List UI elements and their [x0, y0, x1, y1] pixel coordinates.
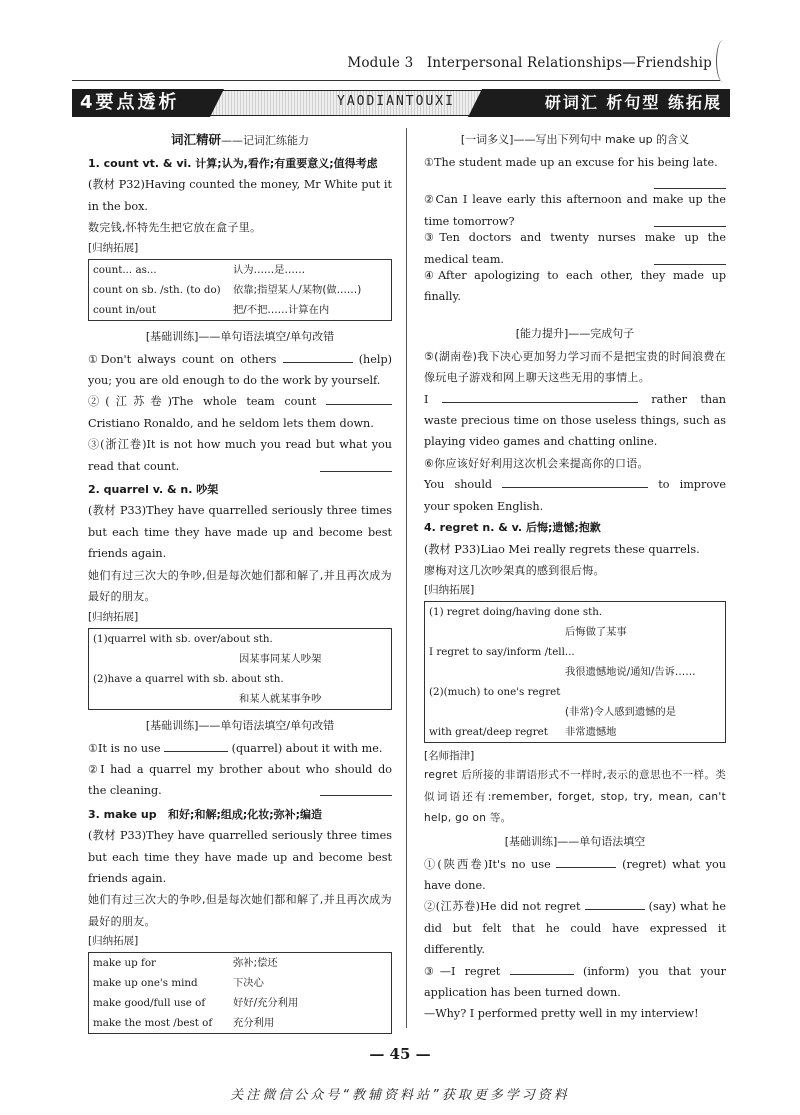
- quarrel-q2: ②I had a quarrel my brother about who should do the cleaning.: [88, 762, 392, 798]
- entry-makeup-head: 3. make up 和好;和解;组成;化妆;弥补;编造: [88, 807, 323, 821]
- polysemy-3: ③Ten doctors and twenty nurses make up the medical team.: [424, 231, 726, 266]
- box-row: count in/out 把/不把……计算在内: [93, 303, 330, 316]
- regret-q2: ②(江苏卷)He did not regret (say) what he did but felt that he could have expressed it differently.: [424, 900, 726, 957]
- answer-blank[interactable]: [654, 213, 726, 227]
- polysemy-4: ④After apologizing to each other, they made up finally.: [424, 269, 726, 304]
- header-title: Module 3 Interpersonal Relationships—Friendship: [347, 55, 712, 71]
- drill-title: [基础训练]——单句语法填空: [504, 834, 646, 848]
- answer-blank[interactable]: [585, 898, 645, 910]
- footer-note: 关注微信公众号“教辅资料站”获取更多学习资料: [230, 1088, 570, 1103]
- summary-tag: [归纳拓展]: [88, 241, 139, 254]
- entry-quarrel-example-cn: 她们有过三次大的争吵,但是每次她们都和解了,并且再次成为最好的朋友。: [88, 568, 392, 604]
- banner-pinyin: YAODIANTOUXI: [337, 94, 455, 109]
- regret-q1: ①(陕西卷)It's no use (regret) what you have done.: [424, 857, 726, 892]
- answer-blank[interactable]: [510, 963, 574, 975]
- entry-count-example: (教材 P32)Having counted the money, Mr White put it in the box.: [88, 178, 392, 213]
- quarrel-q1: ①It is no use (quarrel) about it with me.: [88, 741, 383, 755]
- box-row: (1)quarrel with sb. over/about sth. 因某事同某人吵架: [93, 632, 322, 665]
- regret-q3: ③—I regret (inform) you that your application has been turned down.: [424, 964, 726, 999]
- polysemy-title: [一词多义]——写出下列句中 make up 的含义: [460, 133, 690, 146]
- entry-count-example-cn: 数完钱,怀特先生把它放在盒子里。: [88, 221, 262, 235]
- box-row: count on sb. /sth. (to do) 依靠;指望某人/某物(做……): [93, 283, 362, 296]
- entry-count-head: 1. count vt. & vi. 计算;认为,看作;有重要意义;值得考虑: [88, 157, 378, 170]
- vocab-section-title: [88, 128, 392, 153]
- box-row: (2)(much) to one's regret (非常)令人感到遗憾的是: [429, 686, 677, 719]
- polysemy-2: ②Can I leave early this afternoon and make up the time tomorrow?: [424, 193, 726, 228]
- ability-q6: You should to improve your spoken English.: [424, 478, 726, 513]
- regret-expansion-box: [424, 601, 726, 743]
- banner-right-title: 研词汇 析句型 练拓展: [482, 89, 730, 117]
- answer-blank[interactable]: [654, 306, 726, 318]
- answer-blank[interactable]: [320, 782, 392, 796]
- answer-blank[interactable]: [320, 458, 392, 472]
- box-row: make up one's mind 下决心: [93, 977, 264, 990]
- count-expansion-box: [88, 259, 392, 321]
- ability-q5-cn: ⑤(湖南卷)我下决心更加努力学习而不是把宝贵的时间浪费在像玩电子游戏和网上聊天这些无用的事情上。: [424, 349, 726, 385]
- right-column: [424, 128, 726, 1025]
- entry-regret-example: (教材 P33)Liao Mei really regrets these quarrels.: [424, 542, 700, 556]
- count-q2: ②(江苏卷)The whole team count Cristiano Ronaldo, and he seldom lets them down.: [88, 391, 392, 434]
- answer-blank[interactable]: [326, 393, 392, 405]
- entry-regret-example-cn: 廖梅对这几次吵架真的感到很后悔。: [424, 563, 605, 577]
- answer-blank[interactable]: [442, 391, 638, 403]
- column-divider: [406, 128, 407, 1028]
- vocab-title: 词汇精研: [170, 132, 221, 147]
- entry-regret-head: 4. regret n. & v. 后悔;遗憾;抱歉: [424, 521, 601, 535]
- polysemy-1: ①The student made up an excuse for his being late.: [424, 156, 718, 169]
- box-row: (2)have a quarrel with sb. about sth. 和某人就某事争吵: [93, 672, 322, 705]
- box-row: (1) regret doing/having done sth. 后悔做了某事: [429, 606, 627, 639]
- ability-title: [能力提升]——完成句子: [515, 326, 635, 340]
- ability-q6-cn: ⑥你应该好好利用这次机会来提高你的口语。: [424, 456, 649, 470]
- answer-blank[interactable]: [283, 351, 353, 363]
- header-rule: [72, 80, 720, 81]
- quarrel-expansion-box: [88, 628, 392, 710]
- box-row: make good/full use of 好好/充分利用: [93, 997, 299, 1010]
- count-q1: ①Don't always count on others (help) you; you are old enough to do the work by yourself.: [88, 352, 392, 388]
- answer-blank[interactable]: [654, 251, 726, 265]
- entry-makeup-example: (教材 P33)They have quarrelled seriously three times but each time they have made up and become best friends again.: [88, 829, 392, 885]
- box-row: make up for 弥补;偿还: [93, 957, 278, 970]
- regret-q3-reply: —Why? I performed pretty well in my interview!: [424, 1007, 699, 1021]
- ability-q5: I rather than waste precious time on those useless things, such as playing video games and chatting online.: [424, 392, 726, 449]
- summary-tag: [归纳拓展]: [88, 610, 139, 623]
- drill-title: [基础训练]——单句语法填空/单句改错: [145, 718, 335, 732]
- summary-tag: [归纳拓展]: [424, 584, 475, 597]
- box-row: make the most /best of 充分利用: [93, 1017, 275, 1030]
- entry-quarrel-head: 2. quarrel v. & n. 吵架: [88, 483, 219, 497]
- summary-tag: [归纳拓展]: [88, 935, 139, 948]
- page-number: — 45 —: [369, 1045, 431, 1063]
- box-row: count... as... 认为……是……: [93, 263, 306, 276]
- answer-blank[interactable]: [164, 740, 228, 752]
- vocab-subtitle: ——记词汇练能力: [221, 134, 309, 147]
- banner-left-title: 4要点透析: [72, 89, 210, 117]
- box-row: I regret to say/inform /tell... 我很遗憾地说/通知/告诉……: [429, 646, 696, 679]
- left-column: [88, 128, 392, 1038]
- teacher-tip-tag: [名师指津]: [424, 750, 475, 763]
- entry-quarrel-example: (教材 P33)They have quarrelled seriously three times but each time they have made up and become best friends again.: [88, 504, 392, 561]
- teacher-tip: regret 后所接的非谓语形式不一样时,表示的意思也不一样。类似词语还有:remember, forget, stop, try, mean, can't help, go on 等。: [424, 769, 726, 825]
- box-row: with great/deep regret 非常遗憾地: [429, 726, 617, 739]
- answer-blank[interactable]: [654, 175, 726, 189]
- section-banner: [72, 90, 730, 116]
- answer-blank[interactable]: [502, 476, 648, 488]
- header-curve-decoration: [716, 40, 730, 82]
- answer-blank[interactable]: [556, 856, 616, 868]
- entry-makeup-example-cn: 她们有过三次大的争吵,但是每次她们都和解了,并且再次成为最好的朋友。: [88, 893, 392, 928]
- drill-title: [基础训练]——单句语法填空/单句改错: [145, 329, 335, 343]
- count-q3: ③(浙江卷)It is not how much you read but what you read that count.: [88, 438, 392, 473]
- makeup-expansion-box: [88, 952, 392, 1034]
